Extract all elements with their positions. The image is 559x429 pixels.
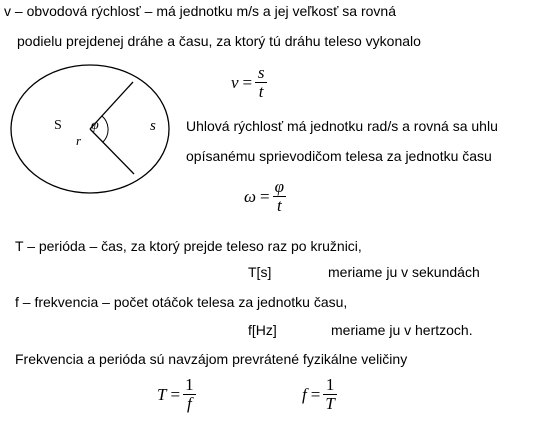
formula-v-eq: =	[242, 72, 253, 92]
formula-v-denominator: t	[258, 82, 264, 101]
formula-omega-denominator: t	[276, 196, 282, 215]
formula-omega-numerator: φ	[274, 177, 285, 196]
frequency-unit-desc: meriame ju v hertzoch.	[331, 322, 473, 338]
radius-line-lower	[90, 129, 134, 174]
text-line-3: Uhlová rýchlosť má jednotku rad/s a rovná sa uhlu	[186, 118, 498, 134]
text-line-5: T – perióda – čas, za ktorý prejde teleso raz po kružnici,	[15, 238, 362, 254]
angle-label: φ	[91, 118, 99, 133]
formula-f-numerator: 1	[325, 375, 335, 394]
formula-T-lhs: T	[157, 384, 167, 404]
angle-arc	[102, 116, 108, 142]
formula-omega	[244, 178, 286, 215]
formula-omega-lhs: ω	[244, 186, 257, 206]
formula-T-eq: =	[170, 384, 181, 404]
formula-f-denominator: T	[325, 394, 335, 413]
formula-v	[231, 64, 267, 101]
arc-label: s	[150, 118, 156, 134]
formula-v-lhs: v	[231, 72, 239, 92]
text-line-7: f – frekvencia – počet otáčok telesa za jednotku času,	[15, 294, 348, 310]
radius-label: r	[76, 133, 82, 148]
formula-f-lhs: f	[302, 384, 307, 404]
text-line-1: v – obvodová rýchlosť – má jednotku m/s a jej veľkosť sa rovná	[4, 3, 396, 19]
center-label: S	[54, 118, 62, 133]
text-line-4: opísanému sprievodičom telesa za jednotku času	[186, 148, 492, 164]
formula-f-eq: =	[310, 384, 321, 404]
formula-T	[157, 376, 196, 413]
text-line-9: Frekvencia a perióda sú navzájom prevrátené fyzikálne veličiny	[15, 351, 408, 367]
period-unit-desc: meriame ju v sekundách	[328, 264, 480, 280]
formula-T-numerator: 1	[185, 375, 194, 394]
text-line-2: podielu prejdenej dráhe a času, za ktorý tú dráhu teleso vykonalo	[17, 33, 421, 49]
frequency-unit: f[Hz]	[248, 322, 277, 338]
period-unit: T[s]	[248, 264, 272, 280]
formula-v-numerator: s	[257, 63, 265, 82]
formula-omega-eq: =	[260, 186, 270, 206]
formula-f	[302, 376, 337, 413]
formula-T-denominator: f	[186, 394, 192, 413]
